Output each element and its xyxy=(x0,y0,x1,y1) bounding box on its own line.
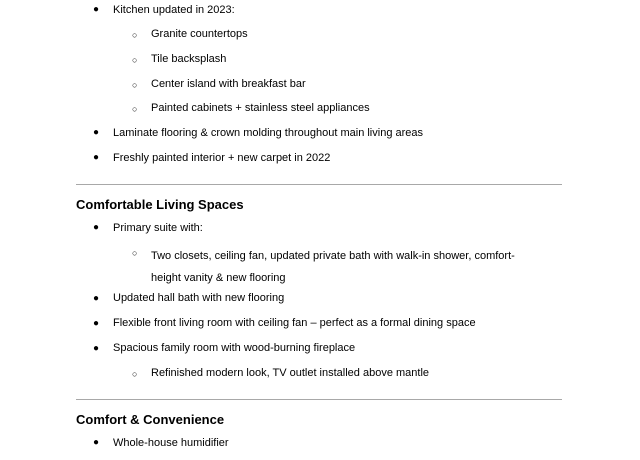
sub-list-item: Granite countertops xyxy=(151,28,248,40)
section-heading: Comfort & Convenience xyxy=(76,412,225,427)
list-item: Flexible front living room with ceiling fan – perfect as a formal dining space xyxy=(113,317,476,329)
list-bullet: ● xyxy=(93,222,100,233)
sub-list-bullet: ○ xyxy=(132,369,138,379)
section-divider xyxy=(76,399,562,400)
sub-list-item: Tile backsplash xyxy=(151,53,227,65)
list-item: Updated hall bath with new flooring xyxy=(113,292,285,304)
list-bullet: ● xyxy=(93,437,100,448)
list-bullet: ● xyxy=(93,293,100,304)
sub-list-bullet: ○ xyxy=(132,248,138,258)
list-bullet: ● xyxy=(93,152,100,163)
list-item: Laminate flooring & crown molding throughout main living areas xyxy=(113,127,424,139)
sub-list-item: Refinished modern look, TV outlet installed above mantle xyxy=(151,367,430,379)
list-bullet: ● xyxy=(93,127,100,138)
list-item: Freshly painted interior + new carpet in 2022 xyxy=(113,152,331,164)
sub-list-item: Painted cabinets + stainless steel appliances xyxy=(151,102,370,114)
list-item: Spacious family room with wood-burning fireplace xyxy=(113,342,356,354)
list-item: Whole-house humidifier xyxy=(113,437,229,449)
sub-list-bullet: ○ xyxy=(132,104,138,114)
list-item: Kitchen updated in 2023: xyxy=(113,4,235,16)
section-heading: Comfortable Living Spaces xyxy=(76,197,244,212)
sub-list-bullet: ○ xyxy=(132,30,138,40)
sub-list-item: Center island with breakfast bar xyxy=(151,78,306,90)
section-divider xyxy=(76,184,562,185)
list-bullet: ● xyxy=(93,318,100,329)
sub-list-bullet: ○ xyxy=(132,80,138,90)
list-bullet: ● xyxy=(93,343,100,354)
list-item: Primary suite with: xyxy=(113,222,203,234)
list-bullet: ● xyxy=(93,4,100,15)
sub-list-bullet: ○ xyxy=(132,55,138,65)
sub-list-item: Two closets, ceiling fan, updated private bath with walk-in shower, comfort-height vanity & new flooring xyxy=(151,250,515,284)
